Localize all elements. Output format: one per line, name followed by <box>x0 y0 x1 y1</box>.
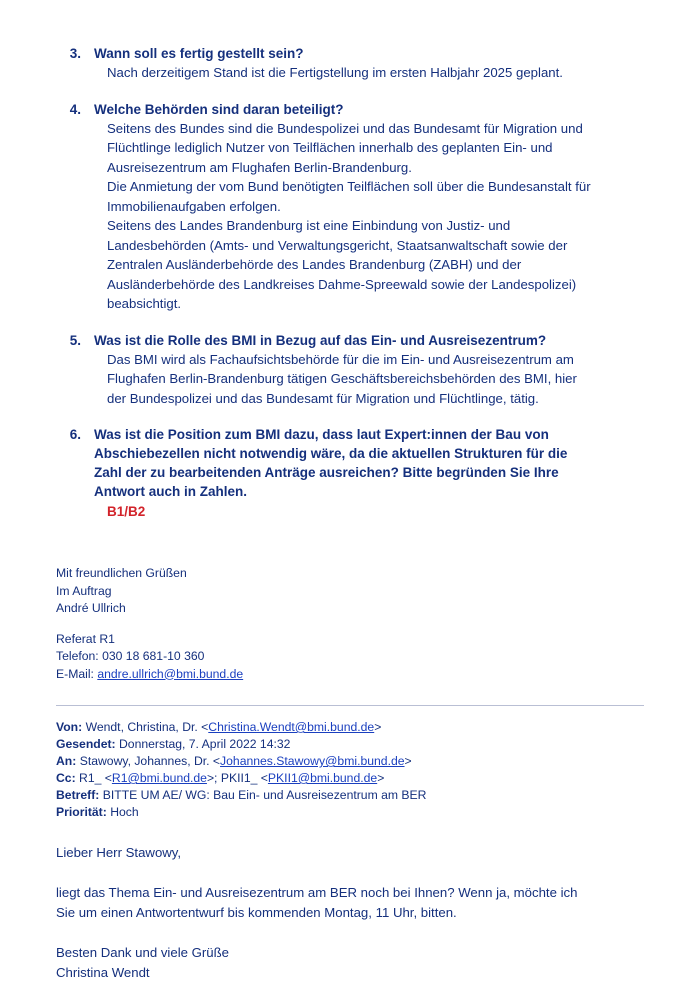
forwarded-message-header <box>56 719 644 821</box>
question-number: 6. <box>69 427 81 442</box>
mail-gap <box>56 923 644 943</box>
header-from-value: Wendt, Christina, Dr. < <box>85 720 209 734</box>
header-cc-email-link-2[interactable]: PKII1@bmi.bund.de <box>267 771 378 785</box>
header-priority-label: Priorität: <box>56 805 107 819</box>
answer-text <box>107 119 644 314</box>
answer-line: Landesbehörden (Amts- und Verwaltungsgericht, Staatsanwaltschaft sowie der <box>107 237 568 253</box>
signature-name: André Ullrich <box>56 601 126 615</box>
mail-sender: Christina Wendt <box>56 965 150 980</box>
header-from-row <box>56 719 644 736</box>
header-to-value-end: > <box>404 754 412 768</box>
mail-gap <box>56 863 644 883</box>
answer-line: Das BMI wird als Fachaufsichtsbehörde für die im Ein- und Ausreisezentrum am <box>107 351 574 367</box>
signature-email-row <box>56 666 644 684</box>
answer-line: Seitens des Bundes sind die Bundespolizei und das Bundesamt für Migration und <box>107 120 583 136</box>
answer-line: der Bundespolizei und das Bundesamt für Migration und Flüchtlinge, tätig. <box>107 390 539 406</box>
header-from-value-end: > <box>374 720 382 734</box>
header-from-email-link[interactable]: Christina.Wendt@bmi.bund.de <box>208 720 375 734</box>
header-to-email-link[interactable]: Johannes.Stawowy@bmi.bund.de <box>220 754 405 768</box>
header-cc-value-3: > <box>377 771 385 785</box>
question-line: Abschiebezellen nicht notwendig wäre, da die aktuellen Strukturen für die <box>94 446 568 461</box>
header-cc-row <box>56 770 644 787</box>
question-line: Antwort auch in Zahlen. <box>94 484 248 499</box>
question-line: Was ist die Position zum BMI dazu, dass laut Expert:innen der Bau von <box>94 427 549 442</box>
question-row <box>56 100 644 119</box>
question-row <box>56 425 644 501</box>
question-row <box>56 331 644 350</box>
signature-spacer <box>56 618 644 631</box>
qa-item-4 <box>56 100 644 314</box>
mail-closing: Besten Dank und viele Grüße <box>56 945 229 960</box>
header-subject-row <box>56 787 644 804</box>
question-line: Zahl der zu bearbeitenden Anträge ausreichen? Bitte begründen Sie Ihre <box>94 465 559 480</box>
signature-phone: Telefon: 030 18 681-10 360 <box>56 649 205 663</box>
header-subject-label: Betreff: <box>56 788 100 802</box>
mail-body <box>56 843 644 983</box>
answer-line: Die Anmietung der vom Bund benötigten Teilflächen soll über die Bundesanstalt für <box>107 179 591 194</box>
answer-line: Nach derzeitigem Stand ist die Fertigstellung im ersten Halbjahr 2025 geplant. <box>107 65 563 80</box>
header-subject-value: BITTE UM AE/ WG: Bau Ein- und Ausreisezentrum am BER <box>102 788 427 802</box>
signature-email-label: E-Mail: <box>56 666 98 681</box>
header-sent-label: Gesendet: <box>56 737 116 751</box>
qa-item-5 <box>56 331 644 409</box>
header-priority-value: Hoch <box>110 805 139 819</box>
qa-item-6 <box>56 425 644 521</box>
answer-line: Zentralen Ausländerbehörde des Landes Brandenburg (ZABH) und der <box>107 257 522 272</box>
mail-paragraph-line: liegt das Thema Ein- und Ausreisezentrum am BER noch bei Ihnen? Wenn ja, möchte ich <box>56 885 578 900</box>
question-number: 5. <box>69 332 81 348</box>
answer-line: Immobilienaufgaben erfolgen. <box>107 198 281 214</box>
answer-line: beabsichtigt. <box>107 296 182 311</box>
question-text: Welche Behörden sind daran beteiligt? <box>94 101 344 117</box>
header-priority-row <box>56 804 644 821</box>
signature-block <box>56 565 644 683</box>
signature-greeting: Mit freundlichen Grüßen <box>56 566 187 580</box>
mail-paragraph-line: Sie um einen Antwortentwurf bis kommenden Montag, 11 Uhr, bitten. <box>56 905 457 920</box>
signature-unit: Referat R1 <box>56 631 115 646</box>
answer-line: Ausreisezentrum am Flughafen Berlin-Brandenburg. <box>107 159 412 175</box>
header-cc-email-link-1[interactable]: R1@bmi.bund.de <box>111 771 207 785</box>
header-cc-value-2: >; PKII1_ < <box>206 771 268 785</box>
header-to-label: An: <box>56 754 77 768</box>
header-cc-label: Cc: <box>56 771 76 785</box>
header-from-label: Von: <box>56 720 83 734</box>
question-text <box>94 425 644 501</box>
question-text: Was ist die Rolle des BMI in Bezug auf das Ein- und Ausreisezentrum? <box>94 332 547 348</box>
question-text: Wann soll es fertig gestellt sein? <box>94 46 304 61</box>
answer-text <box>107 350 644 409</box>
signature-im-auftrag: Im Auftrag <box>56 583 112 598</box>
mail-salutation: Lieber Herr Stawowy, <box>56 845 182 860</box>
answer-line: Seitens des Landes Brandenburg ist eine Einbindung von Justiz- und <box>107 218 511 233</box>
header-cc-value-1: R1_ < <box>79 771 112 785</box>
header-sent-value: Donnerstag, 7. April 2022 14:32 <box>119 737 291 751</box>
answer-line: Flughafen Berlin-Brandenburg tätigen Geschäftsbereichsbehörden des BMI, hier <box>107 371 577 386</box>
header-to-row <box>56 753 644 770</box>
signature-email-link[interactable]: andre.ullrich@bmi.bund.de <box>97 666 244 681</box>
answer-text <box>107 63 644 83</box>
header-sent-row <box>56 736 644 753</box>
answer-line: Ausländerbehörde des Landkreises Dahme-Spreewald sowie der Landespolizei) <box>107 276 577 292</box>
header-to-value: Stawowy, Johannes, Dr. < <box>79 754 221 768</box>
answer-line: Flüchtlinge lediglich Nutzer von Teilflächen innerhalb des geplanten Ein- und <box>107 140 553 155</box>
question-number: 3. <box>69 46 81 61</box>
question-number: 4. <box>69 101 81 117</box>
answer-redaction-code: B1/B2 <box>107 504 146 519</box>
qa-item-3 <box>56 44 644 83</box>
question-row <box>56 44 644 63</box>
header-divider <box>56 705 644 706</box>
